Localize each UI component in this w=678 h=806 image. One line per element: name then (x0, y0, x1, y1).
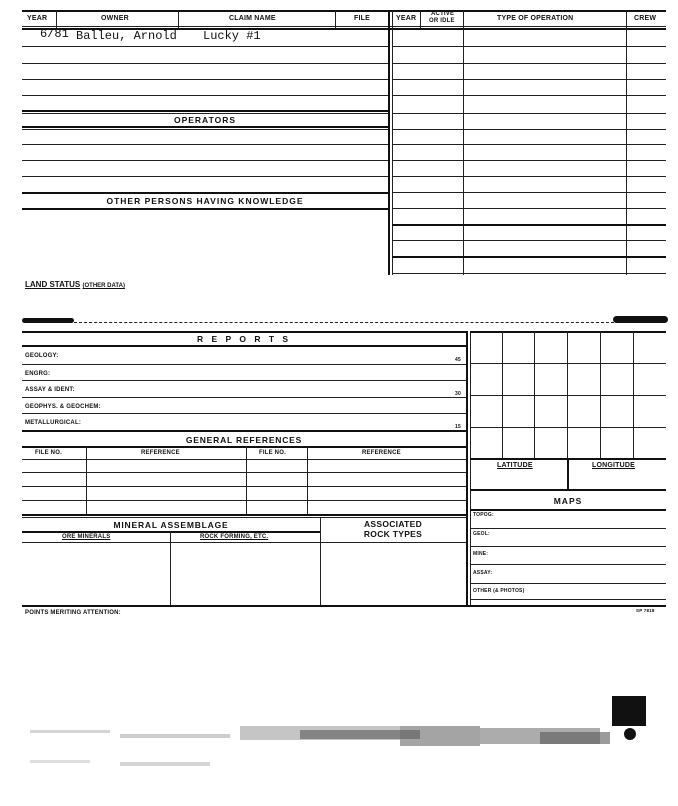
row-rule (22, 144, 388, 145)
latitude-label: LATITUDE (497, 462, 533, 469)
year2-header: YEAR (396, 15, 417, 22)
row-rule (22, 63, 388, 64)
ref-reference-header-1: REFERENCE (141, 450, 180, 456)
ref-reference-header-2: REFERENCE (362, 450, 401, 456)
year-header: YEAR (27, 15, 48, 22)
ref-file-no-header-1: FILE NO. (35, 450, 62, 456)
row-rule (392, 160, 666, 161)
entry-owner: Balleu, Arnold (76, 29, 177, 43)
divider-rule (74, 322, 614, 323)
file-header: FILE (354, 15, 370, 22)
or-idle-header: OR IDLE (429, 18, 455, 24)
crew-header: CREW (634, 15, 657, 22)
reports-rule (22, 413, 466, 414)
ref-rule (22, 472, 466, 473)
row-rule (392, 208, 666, 209)
ref-rule (22, 459, 466, 460)
ref-rule (22, 486, 466, 487)
maps-top (470, 489, 666, 491)
operators-title: OPERATORS (173, 115, 237, 125)
col-rule (626, 10, 627, 275)
maps-rule (470, 599, 666, 600)
row-rule (392, 224, 666, 226)
mineral-rule (22, 531, 320, 533)
row-rule (22, 113, 388, 114)
row-rule (22, 176, 388, 177)
row-rule (392, 256, 666, 258)
maps-rule (470, 583, 666, 584)
row-rule (392, 95, 666, 96)
row-rule (392, 79, 666, 80)
center-divider (388, 10, 390, 275)
maps-geol: GEOL: (473, 531, 490, 537)
row-rule (22, 129, 388, 130)
row-rule (22, 95, 388, 96)
row-rule (392, 63, 666, 64)
scan-smudge (0, 680, 678, 790)
row-rule (392, 273, 666, 274)
grid-row (470, 395, 666, 396)
reports-rule (22, 430, 466, 432)
reports-title: R E P O R T S (196, 334, 292, 344)
reports-rule (22, 345, 466, 347)
ink-square (612, 696, 646, 726)
report-geophys-label: GEOPHYS. & GEOCHEM: (25, 404, 101, 410)
row-rule (392, 192, 666, 193)
col-rule (56, 10, 57, 28)
reports-rule (22, 397, 466, 398)
top-border (22, 10, 666, 12)
ref-col-rule (246, 446, 247, 514)
ink-dot (624, 728, 636, 740)
ink-blot (22, 318, 74, 323)
land-status-label: LAND STATUS (25, 280, 81, 289)
active-header: ACTIVE (431, 11, 455, 17)
longitude-label: LONGITUDE (592, 462, 636, 469)
maps-topog: TOPOG: (473, 512, 494, 518)
smudge-streaks (30, 726, 610, 766)
row-rule (22, 110, 388, 112)
col-rule (335, 10, 336, 28)
report-geology-label: GEOLOGY: (25, 353, 59, 359)
row-rule (392, 129, 666, 130)
ink-blot (613, 316, 668, 323)
mineral-rule (22, 542, 466, 543)
grid-top (470, 331, 666, 333)
rock-types-label: ROCK TYPES (363, 529, 423, 539)
owner-header: OWNER (101, 15, 129, 22)
row-rule (22, 160, 388, 161)
maps-rule (470, 564, 666, 565)
other-persons-title: OTHER PERSONS HAVING KNOWLEDGE (106, 196, 304, 206)
mineral-col-rule (170, 531, 171, 605)
maps-rule (470, 528, 666, 529)
row-rule (22, 46, 388, 47)
maps-assay: ASSAY: (473, 570, 493, 576)
maps-title: MAPS (553, 496, 583, 506)
row-rule (22, 192, 388, 194)
report-assay-num: 30 (455, 391, 461, 397)
reports-rule (22, 364, 466, 365)
report-assay-label: ASSAY & IDENT: (25, 387, 75, 393)
reports-rule (22, 380, 466, 381)
land-status-sub: (OTHER DATA) (82, 283, 125, 289)
entry-year: 6/81 (40, 27, 69, 41)
rock-forming-header: ROCK FORMING, ETC. (200, 534, 269, 540)
row-rule (392, 113, 666, 114)
row-rule (392, 240, 666, 241)
grid-row (470, 363, 666, 364)
maps-other: OTHER (& PHOTOS) (473, 588, 525, 594)
header-rule (22, 26, 666, 27)
row-rule (392, 144, 666, 145)
grid-row (470, 427, 666, 428)
right-panel-border (466, 331, 468, 605)
report-engrg-label: ENGRG: (25, 371, 51, 377)
maps-rule (470, 509, 666, 511)
mineral-assemblage-title: MINERAL ASSEMBLAGE (113, 520, 229, 530)
reports-top (22, 331, 466, 333)
col-rule (420, 10, 421, 28)
report-metallurgical-num: 15 (455, 424, 461, 430)
row-rule (392, 176, 666, 177)
row-rule (392, 46, 666, 47)
form-number: SP 7818 (636, 608, 655, 613)
ref-col-rule (307, 446, 308, 514)
ref-rule (22, 514, 466, 516)
type-of-operation-header: TYPE OF OPERATION (497, 15, 574, 22)
report-metallurgical-label: METALLURGICAL: (25, 420, 82, 426)
points-meriting-attention: POINTS MERITING ATTENTION: (25, 610, 121, 616)
land-status (25, 280, 125, 289)
mineral-rule (22, 517, 466, 518)
associated-label: ASSOCIATED (363, 519, 423, 529)
ore-minerals-header: ORE MINERALS (62, 534, 111, 540)
general-references-title: GENERAL REFERENCES (185, 435, 303, 445)
maps-mine: MINE: (473, 551, 489, 557)
report-geology-num: 45 (455, 357, 461, 363)
row-rule (22, 79, 388, 80)
col-rule (178, 10, 179, 28)
maps-rule (470, 546, 666, 547)
row-rule (22, 208, 388, 210)
ref-file-no-header-2: FILE NO. (259, 450, 286, 456)
ref-rule (22, 446, 466, 448)
entry-claim-name: Lucky #1 (203, 29, 261, 43)
row-rule (22, 126, 388, 128)
ref-rule (22, 500, 466, 501)
col-rule (463, 10, 464, 275)
mineral-col-rule (320, 517, 321, 605)
lat-long-divider (567, 458, 569, 489)
center-divider-2 (392, 10, 393, 275)
ref-col-rule (86, 446, 87, 514)
claim-name-header: CLAIM NAME (229, 15, 276, 22)
bottom-border (22, 605, 666, 607)
